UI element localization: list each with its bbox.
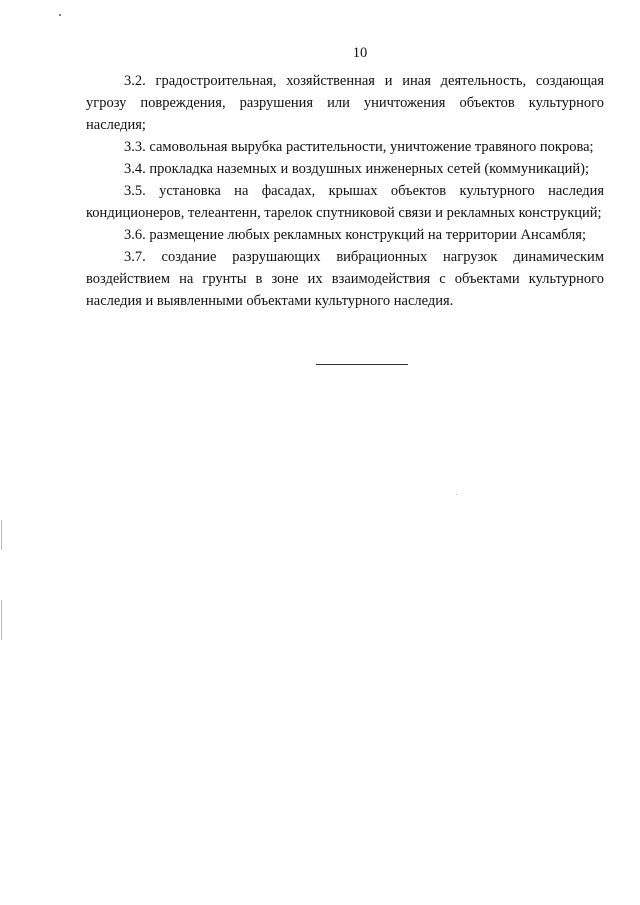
paragraph-3-3: 3.3. самовольная вырубка растительности, уничтожение травяного покрова; xyxy=(124,139,594,155)
paragraph-3-2: 3.2. градостроительная, хозяйственная и иная деятельность, создающая угрозу повреждения, разрушения или уничтожения объектов культурного наследия; xyxy=(86,73,604,133)
scan-edge-mark xyxy=(1,520,2,550)
paragraph-3-4: 3.4. прокладка наземных и воздушных инженерных сетей (коммуникаций); xyxy=(124,161,589,177)
end-of-text-rule xyxy=(316,364,408,365)
scan-speck xyxy=(59,14,61,16)
scan-speck xyxy=(456,494,457,495)
paragraph-3-5: 3.5. установка на фасадах, крышах объектов культурного наследия кондиционеров, телеантенн, тарелок спутниковой связи и рекламных конструкций; xyxy=(86,183,604,221)
page-number: 10 xyxy=(352,45,368,61)
paragraph-3-7: 3.7. создание разрушающих вибрационных нагрузок динамическим воздействием на грунты в зоне их взаимодействия с объектами культурного наследия и выявленными объектами культурного наследия. xyxy=(86,249,604,309)
document-body xyxy=(86,70,604,312)
paragraph-3-6: 3.6. размещение любых рекламных конструкций на территории Ансамбля; xyxy=(124,227,586,243)
scan-edge-mark xyxy=(1,600,2,640)
